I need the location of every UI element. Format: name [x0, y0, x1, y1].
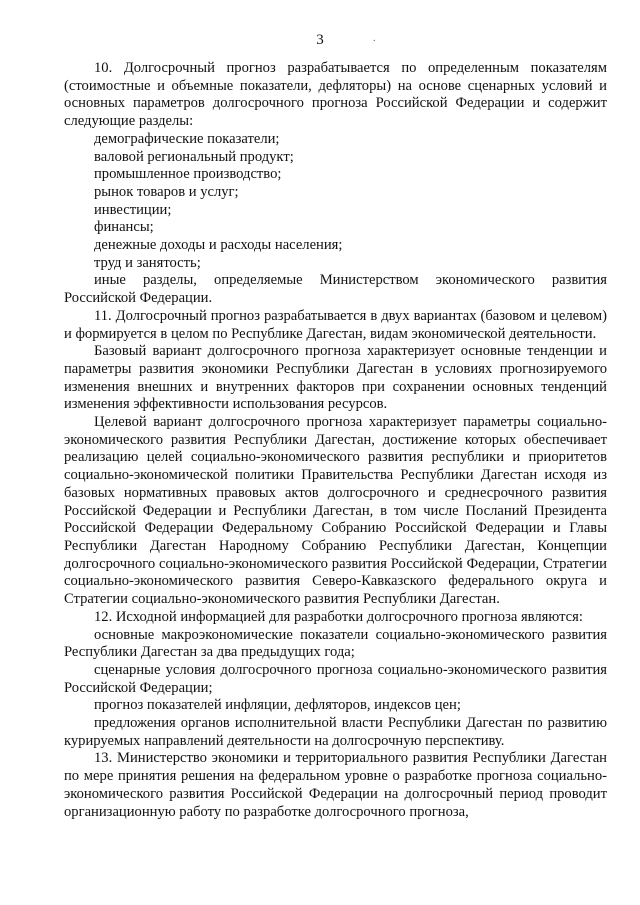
paragraph-target-variant: Целевой вариант долгосрочного прогноза характеризует параметры социально-экономического развития Республики Дагестан, достижение которых обеспечивает реализацию целей социально-экономического развития республики и приоритетов социально-экономической политики Правительства Республики Дагестан исходя из базовых нормативных правовых актов долгосрочного и среднесрочного развития Российской Федерации и Республики Дагестан, в том числе Посланий Президента Российской Федерации Федеральному Собранию Российской Федерации и Главы Республики Дагестан Народному Собранию Республики Дагестан, Концепции долгосрочного социально-экономического развития Российской Федерации, Стратегии социально-экономического развития Северо-Кавказского федерального округа и Стратегии социально-экономического развития Республики Дагестан. [64, 414, 607, 608]
paragraph-10-intro: 10. Долгосрочный прогноз разрабатывается по определенным показателям (стоимостные и объемные показатели, дефляторы) на основе сценарных условий и основных параметров долгосрочного прогноза Российской Федерации и содержит следующие разделы: [64, 60, 607, 130]
page-number: 3 [316, 32, 324, 48]
section-list-item: рынок товаров и услуг; [94, 183, 239, 200]
section-list-item: финансы; [94, 219, 154, 236]
section-list-item: промышленное производство; [94, 166, 282, 183]
section-list-item: труд и занятость; [94, 254, 201, 271]
source-info-item: основные макроэкономические показатели социально-экономического развития Республики Дагестан за два предыдущих года; [64, 626, 607, 661]
source-info-item: прогноз показателей инфляции, дефляторов, индексов цен; [94, 697, 461, 714]
section-list-item: демографические показатели; [94, 130, 280, 147]
section-list-item: инвестиции; [94, 201, 172, 218]
section-list-last-item: иные разделы, определяемые Министерством экономического развития Российской Федерации. [64, 272, 607, 307]
section-list-item: денежные доходы и расходы населения; [94, 237, 343, 254]
source-info-item: сценарные условия долгосрочного прогноза социально-экономического развития Российской Федерации; [64, 661, 607, 696]
paragraph-11: 11. Долгосрочный прогноз разрабатывается в двух вариантах (базовом и целевом) и формируется в целом по Республике Дагестан, видам экономической деятельности. [64, 307, 607, 342]
page-dot-mark: . [373, 33, 376, 44]
source-info-item: предложения органов исполнительной власти Республики Дагестан по развитию курируемых направлений деятельности на долгосрочную перспективу. [64, 715, 607, 749]
paragraph-12-intro: 12. Исходной информацией для разработки долгосрочного прогноза являются: [94, 608, 583, 625]
paragraph-13: 13. Министерство экономики и территориального развития Республики Дагестан по мере принятия решения на федеральном уровне о разработке прогноза социально-экономического развития Российской Федерации на долгосрочный период проводит организационную работу по разработке долгосрочного прогноза, [64, 750, 607, 820]
document-body [64, 60, 607, 821]
section-list-item: валовой региональный продукт; [94, 148, 294, 165]
paragraph-base-variant: Базовый вариант долгосрочного прогноза характеризует основные тенденции и параметры развития экономики Республики Дагестан в условиях прогнозируемого изменения внешних и внутренних факторов при сохранении основных тенденций изменения эффективности использования ресурсов. [64, 343, 607, 413]
